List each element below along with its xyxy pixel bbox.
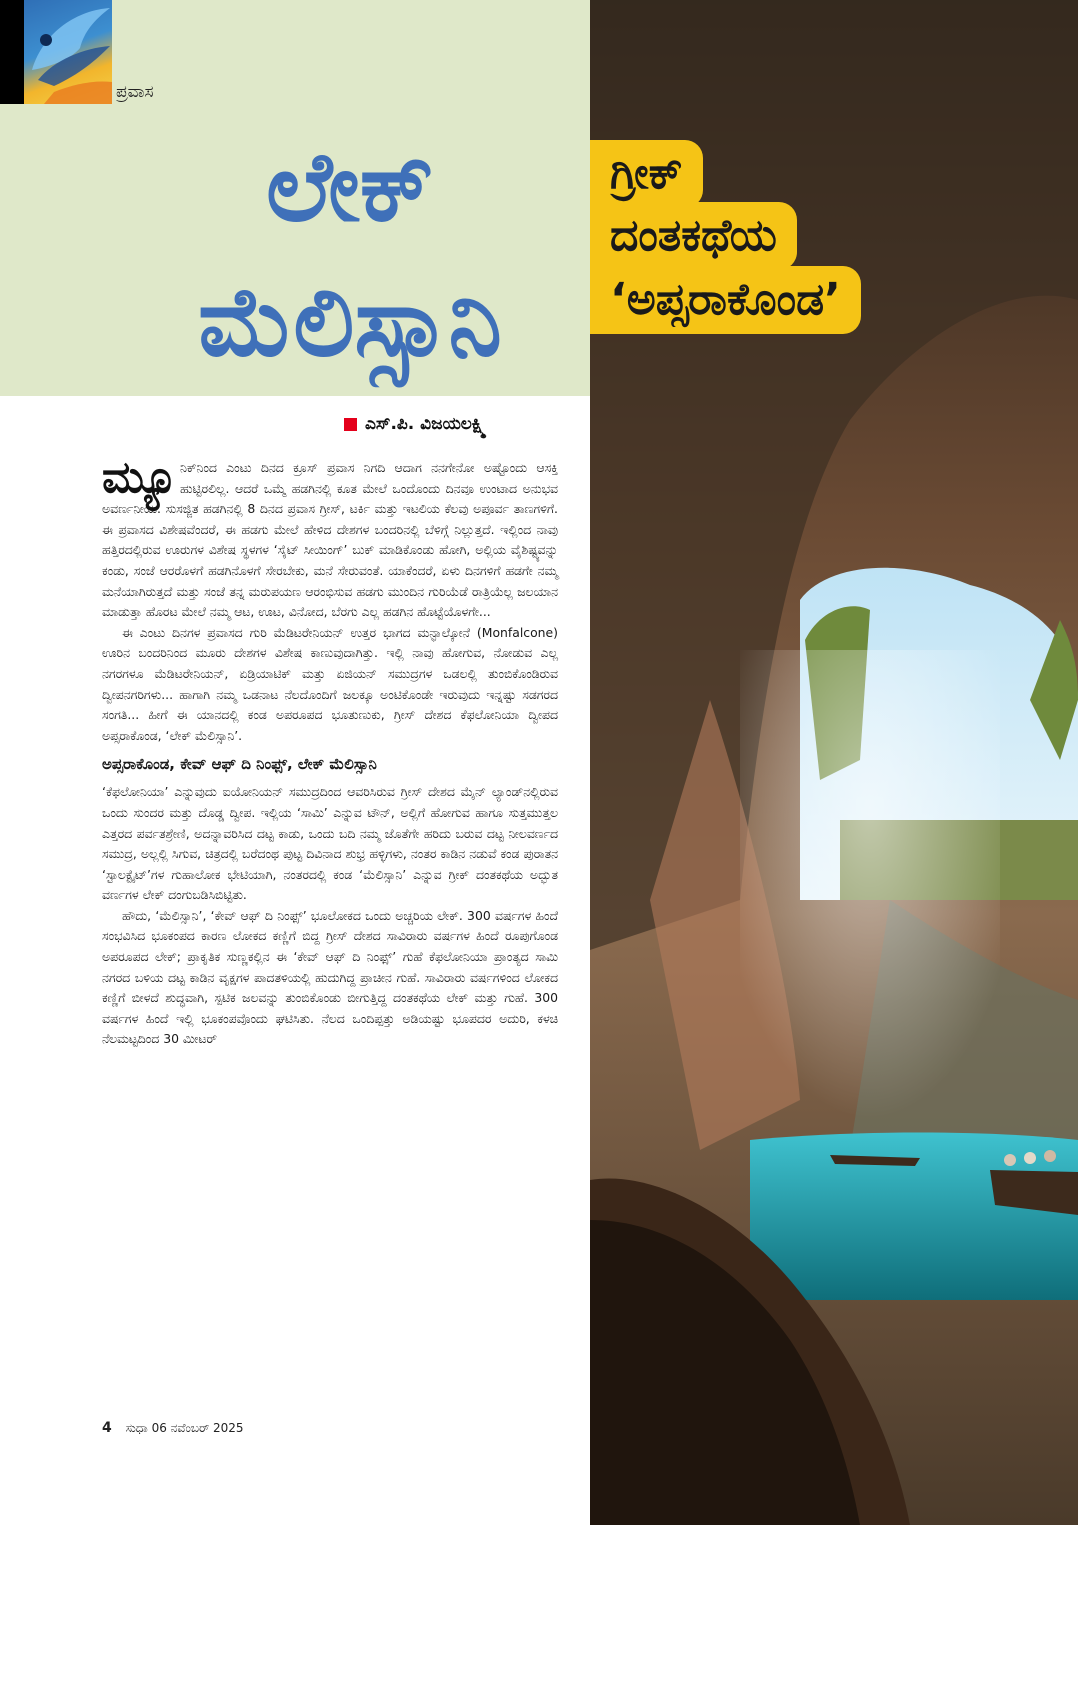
drop-cap: ಮ್ಯೂ: [102, 452, 178, 503]
black-strip: [0, 0, 24, 104]
subtitle-line-3: ‘ಅಪ್ಸರಾಕೊಂಡ’: [590, 266, 861, 334]
subtitle-line-1: ಗ್ರೀಕ್: [590, 140, 703, 208]
paragraph-1-text: ನಿಕ್‌ನಿಂದ ಎಂಟು ದಿನದ ಕ್ರೂಸ್ ಪ್ರವಾಸ ನಿಗದಿ ಆದಾಗ ನನಗೇನೋ ಅಷ್ಟೊಂದು ಆಸಕ್ತಿ ಹುಟ್ಟಿರಲಿಲ್ಲ. ಆದರೆ ಒಮ್ಮೆ ಹಡಗಿನಲ್ಲಿ ಕೂತ ಮೇಲೆ ಒಂದೊಂದು ದಿನವೂ ಉಂಟಾದ ಅನುಭವ ಅವರ್ಣನೀಯ. ಸುಸಜ್ಜಿತ ಹಡಗಿನಲ್ಲಿ 8 ದಿನದ ಪ್ರವಾಸ ಗ್ರೀಸ್, ಟರ್ಕಿ ಮತ್ತು ಇಟಲಿಯ ಕೆಲವು ಅಪೂರ್ವ ತಾಣಗಳಿಗೆ. ಈ ಪ್ರವಾಸದ ವಿಶೇಷವೆಂದರೆ, ಈ ಹಡಗು ಮೇಲೆ ಹೇಳಿದ ದೇಶಗಳ ಬಂದರಿನಲ್ಲಿ ಬೆಳಿಗ್ಗೆ ನಿಲ್ಲುತ್ತದೆ. ಇಲ್ಲಿಂದ ನಾವು ಹತ್ತಿರದಲ್ಲಿರುವ ಊರುಗಳ ವಿಶೇಷ ಸ್ಥಳಗಳ ‘ಸೈಟ್ ಸೀಯಿಂಗ್’ ಬುಕ್ ಮಾಡಿಕೊಂಡು ಹೋಗಿ, ಅಲ್ಲಿಯ ವೈಶಿಷ್ಟ್ಯವನ್ನು ಕಂಡು, ಸಂಜೆ ಆರರೊಳಗೆ ಹಡಗಿನೊಳಗೆ ಸೇರಬೇಕು, ಮನೆ ಸೇರುವಂತೆ. ಯಾಕೆಂದರೆ, ಏಳು ದಿನಗಳಿಗೆ ಹಡಗೇ ನಮ್ಮ ಮನೆಯಾಗಿರುತ್ತದೆ ಮತ್ತು ಸಂಜೆ ತನ್ನ ಮರುಪಯಣ ಆರಂಭಿಸುವ ಹಡಗು ಮುಂದಿನ ಗುರಿಯೆಡೆ ರಾತ್ರಿಯೆಲ್ಲ ಜಲಯಾನ ಮಾಡುತ್ತಾ ಹೊರಟ ಮೇಲೆ ನಮ್ಮ ಆಟ, ಊಟ, ವಿನೋದ, ಬೆರಗು ಎಲ್ಲ ಹಡಗಿನ ಹೊಟ್ಟೆಯೊಳಗೇ...: [102, 460, 558, 620]
paragraph-1: [102, 452, 558, 623]
bird-logo-icon: [24, 0, 112, 104]
page-title: [120, 120, 580, 390]
article-body: [102, 452, 558, 1698]
byline: [344, 414, 486, 434]
title-line-1: ಲೇಕ್: [266, 131, 434, 243]
title-line-2: ಮೆಲಿಸ್ಸಾನಿ: [198, 266, 502, 378]
subtitle-line-2: ದಂತಕಥೆಯ: [590, 202, 797, 270]
page-number: 4: [102, 1420, 112, 1436]
byline-bullet-icon: [344, 418, 357, 431]
issue-info: ಸುಧಾ 06 ನವೆಂಬರ್ 2025: [125, 1421, 244, 1435]
author-name: ಎಸ್.ಪಿ. ವಿಜಯಲಕ್ಷ್ಮಿ: [365, 414, 487, 434]
paragraph-2: ಈ ಎಂಟು ದಿನಗಳ ಪ್ರವಾಸದ ಗುರಿ ಮೆಡಿಟರೇನಿಯನ್ ಉತ್ತರ ಭಾಗದ ಮನ್ಫಾಲ್ಕೋನೆ (Monfalcone) ಊರಿನ ಬಂದರಿನಿಂದ ಮೂರು ದೇಶಗಳ ವಿಶೇಷ ಕಾಣುವುದಾಗಿತ್ತು. ಇಲ್ಲಿ ನಾವು ಹೋಗುವ, ನೋಡುವ ಎಲ್ಲ ನಗರಗಳೂ ಮೆಡಿಟರೇನಿಯನ್, ಏಡ್ರಿಯಾಟಿಕ್ ಮತ್ತು ಏಜಿಯನ್ ಸಮುದ್ರಗಳ ಒಡಲಲ್ಲಿ ತುಂಬಿಕೊಂಡಿರುವ ದ್ವೀಪನಗರಿಗಳು... ಹಾಗಾಗಿ ನಮ್ಮ ಒಡನಾಟ ನೆಲದೊಂದಿಗೆ ಜಲಕ್ಕೂ ಅಂಟಿಕೊಂಡೇ ಇರುವುದು ಇನ್ನಷ್ಟು ಸಡಗರದ ಸಂಗತಿ... ಹೀಗೆ ಈ ಯಾನದಲ್ಲಿ ಕಂಡ ಅಪರೂಪದ ಭೂತುಣುಕು, ಗ್ರೀಸ್ ದೇಶದ ಕೆಫಲೋನಿಯಾ ದ್ವೀಪದ ಅಪ್ಸರಾಕೊಂಡ, ‘ಲೇಕ್ ಮೆಲಿಸ್ಸಾನಿ’.: [102, 624, 558, 743]
section-label: ಪ್ರವಾಸ: [116, 82, 154, 102]
paragraph-3: ‘ಕೆಫಲೋನಿಯಾ’ ಎನ್ನುವುದು ಐಯೋನಿಯನ್ ಸಮುದ್ರದಿಂದ ಆವರಿಸಿರುವ ಗ್ರೀಸ್ ದೇಶದ ಮೈನ್ ಲ್ಯಾಂಡ್‌ನಲ್ಲಿರುವ ಒಂದು ಸುಂದರ ಮತ್ತು ದೊಡ್ಡ ದ್ವೀಪ. ಇಲ್ಲಿಯ ‘ಸಾಮಿ’ ಎನ್ನುವ ಟೌನ್, ಅಲ್ಲಿಗೆ ಹೋಗುವ ಹಾಗೂ ಸುತ್ತಮುತ್ತಲ ಎತ್ತರದ ಪರ್ವತಶ್ರೇಣಿ, ಅದನ್ನಾವರಿಸಿದ ದಟ್ಟ ಕಾಡು, ಒಂದು ಬದಿ ನಮ್ಮ ಜೊತೆಗೇ ಹರಿದು ಬರುವ ದಟ್ಟ ನೀಲವರ್ಣದ ಸಮುದ್ರ, ಅಲ್ಲಲ್ಲಿ ಸಿಗುವ, ಚಿತ್ರದಲ್ಲಿ ಬರೆದಂಥ ಪುಟ್ಟ ದಿವಿನಾದ ಶುಭ್ರ ಹಳ್ಳಿಗಳು, ನಂತರ ಕಾಡಿನ ನಡುವೆ ಕಂಡ ಪುರಾತನ ‘ಸ್ಟಾಲಕ್ಟೈಟ್’ಗಳ ಗುಹಾಲೋಕ ಭೇಟಿಯಾಗಿ, ನಂತರದಲ್ಲಿ ಕಂಡ ‘ಮೆಲಿಸ್ಸಾನಿ’ ಎನ್ನುವ ಗ್ರೀಕ್ ದಂತಕಥೆಯ ಅದ್ಭುತ ವರ್ಣಗಳ ಲೇಕ್ ದಂಗುಬಡಿಸಿಬಿಟ್ಟಿತು.: [102, 784, 558, 903]
section-subheading: ಅಪ್ಸರಾಕೊಂಡ, ಕೇವ್ ಆಫ್ ದಿ ನಿಂಫ್ಸ್, ಲೇಕ್ ಮೆಲಿಸ್ಸಾನಿ: [102, 755, 377, 774]
page-footer: [102, 1420, 244, 1436]
paragraph-4: ಹೌದು, ‘ಮೆಲಿಸ್ಸಾನಿ’, ‘ಕೇವ್ ಆಫ್ ದಿ ನಿಂಫ್ಸ್’ ಭೂಲೋಕದ ಒಂದು ಅಚ್ಚರಿಯ ಲೇಕ್. 300 ವರ್ಷಗಳ ಹಿಂದೆ ಸಂಭವಿಸಿದ ಭೂಕಂಪದ ಕಾರಣ ಲೋಕದ ಕಣ್ಣಿಗೆ ಬಿದ್ದ ಗ್ರೀಸ್ ದೇಶದ ಸಾವಿರಾರು ವರ್ಷಗಳ ಹಿಂದೆ ರೂಪುಗೊಂಡ ಅಪರೂಪದ ಲೇಕ್; ಪ್ರಾಕೃತಿಕ ಸುಣ್ಣಕಲ್ಲಿನ ಈ ‘ಕೇವ್ ಆಫ್ ದಿ ನಿಂಫ್ಸ್’ ಗುಹೆ ಕೆಫಲೋನಿಯಾ ಪ್ರಾಂತ್ಯದ ಸಾಮಿ ನಗರದ ಬಳಿಯ ದಟ್ಟ ಕಾಡಿನ ವೃಕ್ಷಗಳ ಪಾದತಳಿಯಲ್ಲಿ ಹುದುಗಿದ್ದ ಪ್ರಾಚೀನ ಗುಹೆ. ಸಾವಿರಾರು ವರ್ಷಗಳಿಂದ ಲೋಕದ ಕಣ್ಣಿಗೆ ಬೀಳದೆ ಶುದ್ಧವಾಗಿ, ಸ್ಪಟಿಕ ಜಲವನ್ನು ತುಂಬಿಕೊಂಡು ಬೀಗುತ್ತಿದ್ದ ದಂತಕಥೆಯ ಲೇಕ್ ಮತ್ತು ಗುಹೆ. 300 ವರ್ಷಗಳ ಹಿಂದೆ ಇಲ್ಲಿ ಭೂಕಂಪವೊಂದು ಘಟಿಸಿತು. ನೆಲದ ಒಂದಿಪ್ಪತ್ತು ಅಡಿಯಷ್ಟು ಭೂಪದರ ಅದುರಿ, ಕಳಚಿ ನೆಲಮಟ್ಟದಿಂದ 30 ಮೀಟರ್: [102, 907, 558, 1047]
